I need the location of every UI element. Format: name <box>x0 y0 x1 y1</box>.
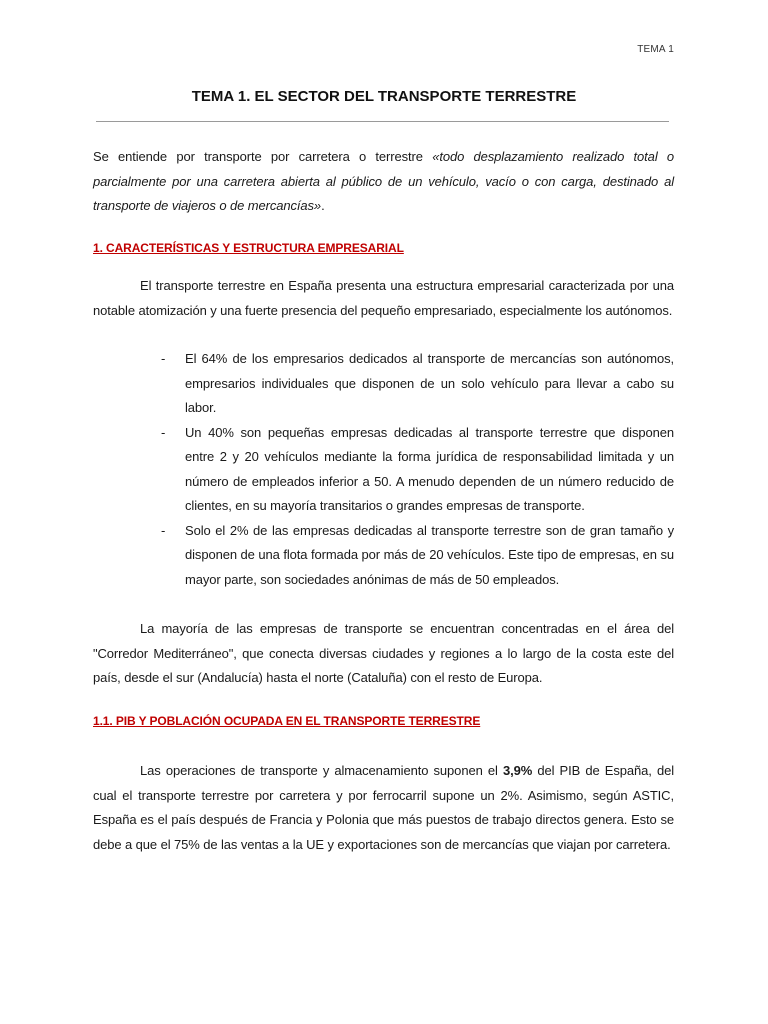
pib-text-before: Las operaciones de transporte y almacenamiento suponen el <box>140 763 503 778</box>
list-item <box>93 347 674 421</box>
bullet-list <box>93 347 674 592</box>
section1-1-paragraph <box>93 759 674 857</box>
intro-end: . <box>321 198 325 213</box>
bullet-marker: - <box>161 424 166 440</box>
intro-lead: Se entiende por transporte por carretera o terrestre <box>93 149 433 164</box>
running-header: TEMA 1 <box>637 44 674 55</box>
title-divider <box>96 121 669 122</box>
bullet-marker: - <box>161 522 166 538</box>
section1-paragraph-2: La mayoría de las empresas de transporte se encuentran concentradas en el área del "Corredor Mediterráneo", que conecta diversas ciudades y regiones a lo largo de la costa este del país, desde el sur (Andalucía) hasta el norte (Cataluña) con el resto de Europa. <box>93 621 674 685</box>
section-heading-1: 1. CARACTERÍSTICAS Y ESTRUCTURA EMPRESARIAL <box>93 241 404 255</box>
list-item-text: Un 40% son pequeñas empresas dedicadas al transporte terrestre que disponen entre 2 y 20 vehículos mediante la forma jurídica de responsabilidad limitada y un número de empleados inferior a 50. A menudo dependen de un número reducido de clientes, en su mayoría transitarios o grandes empresas de transporte. <box>185 424 674 513</box>
page-title: TEMA 1. EL SECTOR DEL TRANSPORTE TERRESTRE <box>191 88 577 105</box>
list-item <box>93 519 674 593</box>
bullet-marker: - <box>161 351 166 366</box>
list-item-text: El 64% de los empresarios dedicados al transporte de mercancías son autónomos, empresarios individuales que disponen de un solo vehículo para llevar a cabo su labor. <box>185 351 674 415</box>
section-heading-1-1: 1.1. PIB Y POBLACIÓN OCUPADA EN EL TRANSPORTE TERRESTRE <box>93 714 481 728</box>
intro-quote: «todo desplazamiento realizado total o parcialmente por una carretera abierta al público de un vehículo, vacío o con carga, destinado al transporte de viajeros o de mercancías» <box>93 149 675 213</box>
section1-paragraph: El transporte terrestre en España presenta una estructura empresarial caracterizada por una notable atomización y una fuerte presencia del pequeño empresariado, especialmente los autónomos. <box>93 278 674 318</box>
list-item-text: Solo el 2% de las empresas dedicadas al transporte terrestre son de gran tamaño y disponen de una flota formada por más de 20 vehículos. Este tipo de empresas, en su mayor parte, son sociedades anónimas de más de 50 empleados. <box>185 522 674 587</box>
intro-paragraph <box>93 145 674 219</box>
list-item <box>93 421 674 519</box>
pib-text-after: del PIB de España, del cual el transporte terrestre por carretera y por ferrocarril supone un 2%. Asimismo, según ASTIC, España es el país después de Francia y Polonia que más puestos de trabajo directos genera. Esto se debe a que el 75% de las ventas a la UE y exportaciones son de mercancías que viajan por carretera. <box>93 763 674 852</box>
pib-highlight: 3,9% <box>502 763 533 778</box>
